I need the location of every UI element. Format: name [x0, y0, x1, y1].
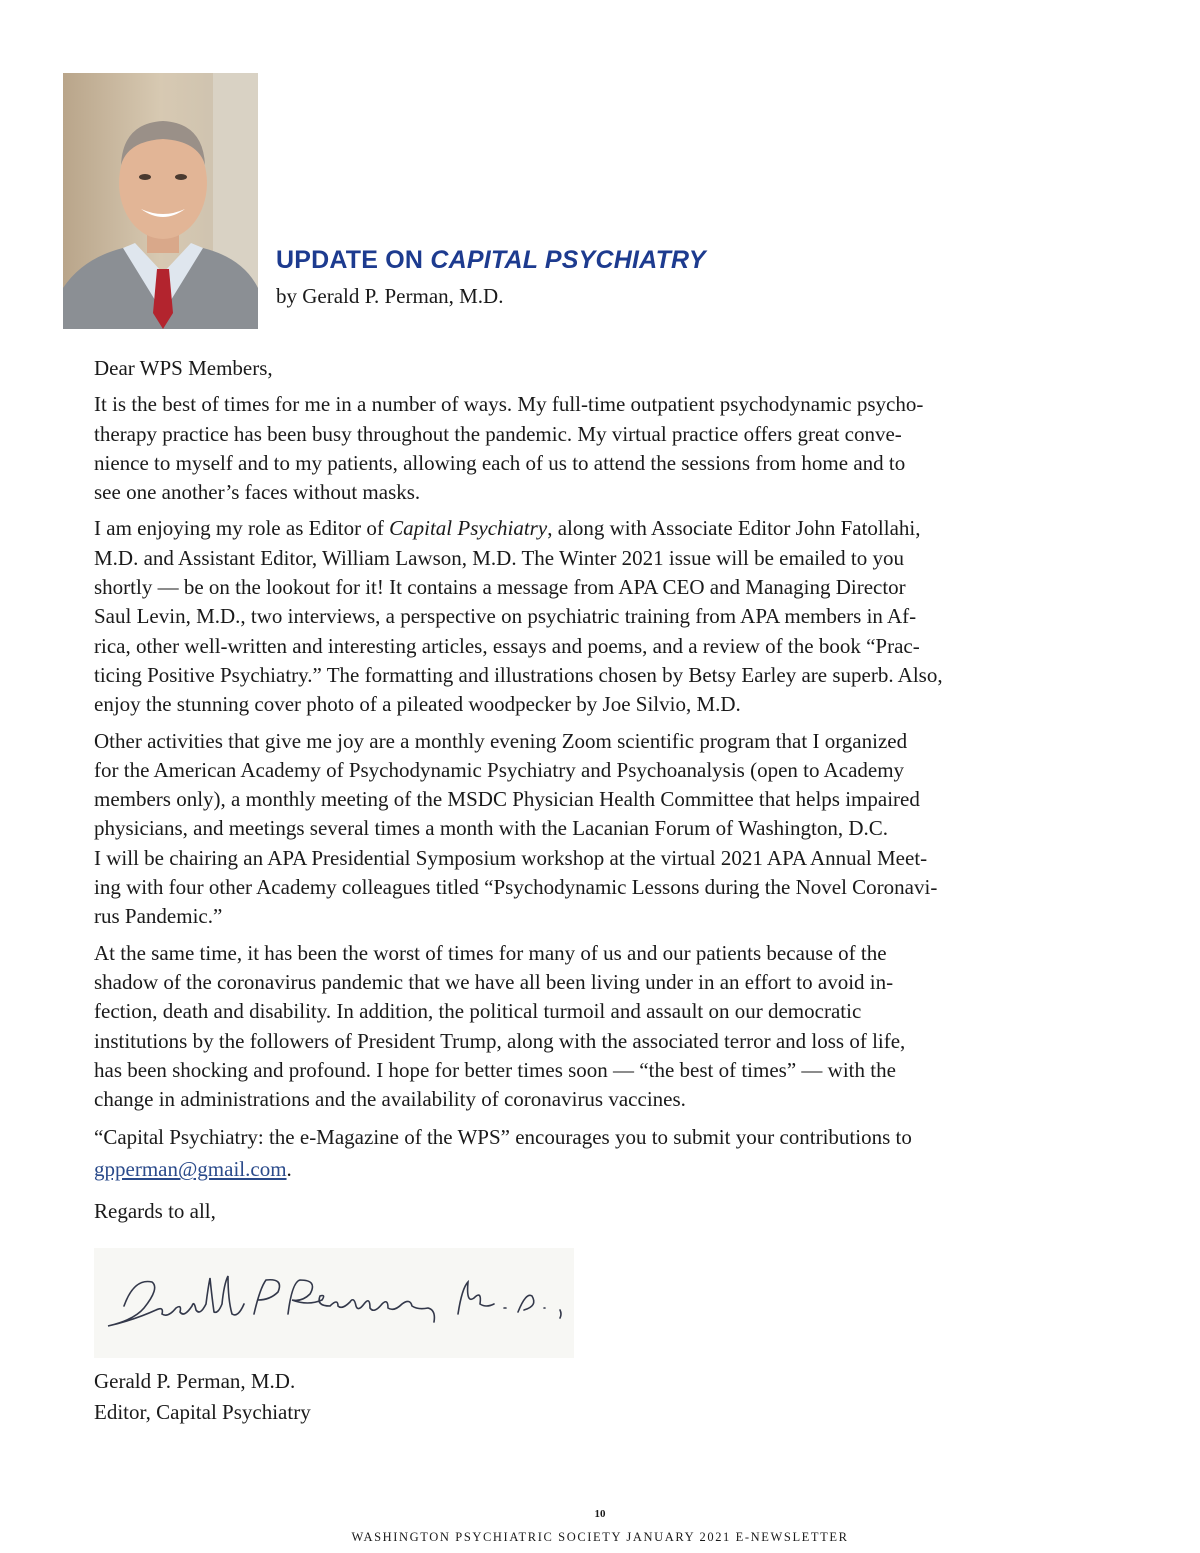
text-line: ing with four other Academy colleagues titled “Psychodynamic Lessons during the Novel Coronavi- [94, 875, 938, 900]
paragraph-5 [94, 1121, 1114, 1185]
paragraph-2 [94, 514, 1114, 719]
text-line: I will be chairing an APA Presidential Symposium workshop at the virtual 2021 APA Annual Meet- [94, 845, 928, 870]
author-photo [63, 73, 258, 329]
text-line: members only), a monthly meeting of the MSDC Physician Health Committee that helps impaired [94, 787, 920, 812]
signatory [94, 1366, 311, 1428]
text-line: M.D. and Assistant Editor, William Lawson, M.D. The Winter 2021 issue will be emailed to you [94, 545, 904, 570]
signatory-name: Gerald P. Perman, M.D. [94, 1369, 296, 1393]
article-title: UPDATE ON CAPITAL PSYCHIATRY [276, 246, 706, 274]
text-line: enjoy the stunning cover photo of a pileated woodpecker by Joe Silvio, M.D. [94, 692, 741, 717]
text-line: nience to myself and to my patients, allowing each of us to attend the sessions from home and to [94, 450, 906, 475]
text-line: Other activities that give me joy are a monthly evening Zoom scientific program that I organized [94, 728, 908, 753]
text-line: see one another’s faces without masks. [94, 480, 421, 505]
text-line: Saul Levin, M.D., two interviews, a perspective on psychiatric training from APA members in Af- [94, 604, 917, 629]
footer-publication: WASHINGTON PSYCHIATRIC SOCIETY JANUARY 2021 E-NEWSLETTER [351, 1530, 849, 1544]
text-line: has been shocking and profound. I hope for better times soon — “the best of times” — with the [94, 1057, 896, 1082]
text-line: At the same time, it has been the worst of times for many of us and our patients because of the [94, 940, 887, 965]
text-line: gpperman@gmail.com. [94, 1157, 292, 1182]
text-line: I am enjoying my role as Editor of Capital Psychiatry, along with Associate Editor John Fatollahi, [94, 516, 921, 541]
paragraph-3 [94, 727, 1114, 932]
letter-body [94, 354, 1114, 1234]
signatory-title: Editor, Capital Psychiatry [94, 1400, 311, 1424]
email-link[interactable]: gpperman@gmail.com [94, 1157, 287, 1182]
paragraph-4 [94, 939, 1114, 1115]
text-line: change in administrations and the availability of coronavirus vaccines. [94, 1087, 686, 1112]
text-line: shortly — be on the lookout for it! It contains a message from APA CEO and Managing Director [94, 575, 906, 600]
text-line: rica, other well-written and interesting articles, essays and poems, and a review of the book “Prac- [94, 633, 920, 658]
byline: by Gerald P. Perman, M.D. [276, 284, 504, 308]
closing: Regards to all, [94, 1199, 216, 1224]
salutation: Dear WPS Members, [94, 356, 273, 380]
text-line: rus Pandemic.” [94, 904, 223, 929]
page-number: 10 [594, 1508, 606, 1520]
text-line: ticing Positive Psychiatry.” The formatting and illustrations chosen by Betsy Earley are superb. Also, [94, 662, 943, 687]
text-line: for the American Academy of Psychodynamic Psychiatry and Psychoanalysis (open to Academy [94, 757, 905, 782]
signature-image [94, 1248, 574, 1358]
text-line: It is the best of times for me in a number of ways. My full-time outpatient psychodynamic psycho- [94, 392, 924, 417]
text-line: fection, death and disability. In addition, the political turmoil and assault on our democratic [94, 999, 862, 1024]
text-line: “Capital Psychiatry: the e-Magazine of the WPS” encourages you to submit your contributions to [94, 1125, 912, 1150]
text-line: therapy practice has been busy throughout the pandemic. My virtual practice offers great conve- [94, 421, 902, 446]
text-line: shadow of the coronavirus pandemic that we have all been living under in an effort to avoid in- [94, 969, 894, 994]
text-line: institutions by the followers of President Trump, along with the associated terror and loss of life, [94, 1028, 906, 1053]
paragraph-1 [94, 390, 1114, 507]
text-line: physicians, and meetings several times a month with the Lacanian Forum of Washington, D.C. [94, 816, 889, 841]
